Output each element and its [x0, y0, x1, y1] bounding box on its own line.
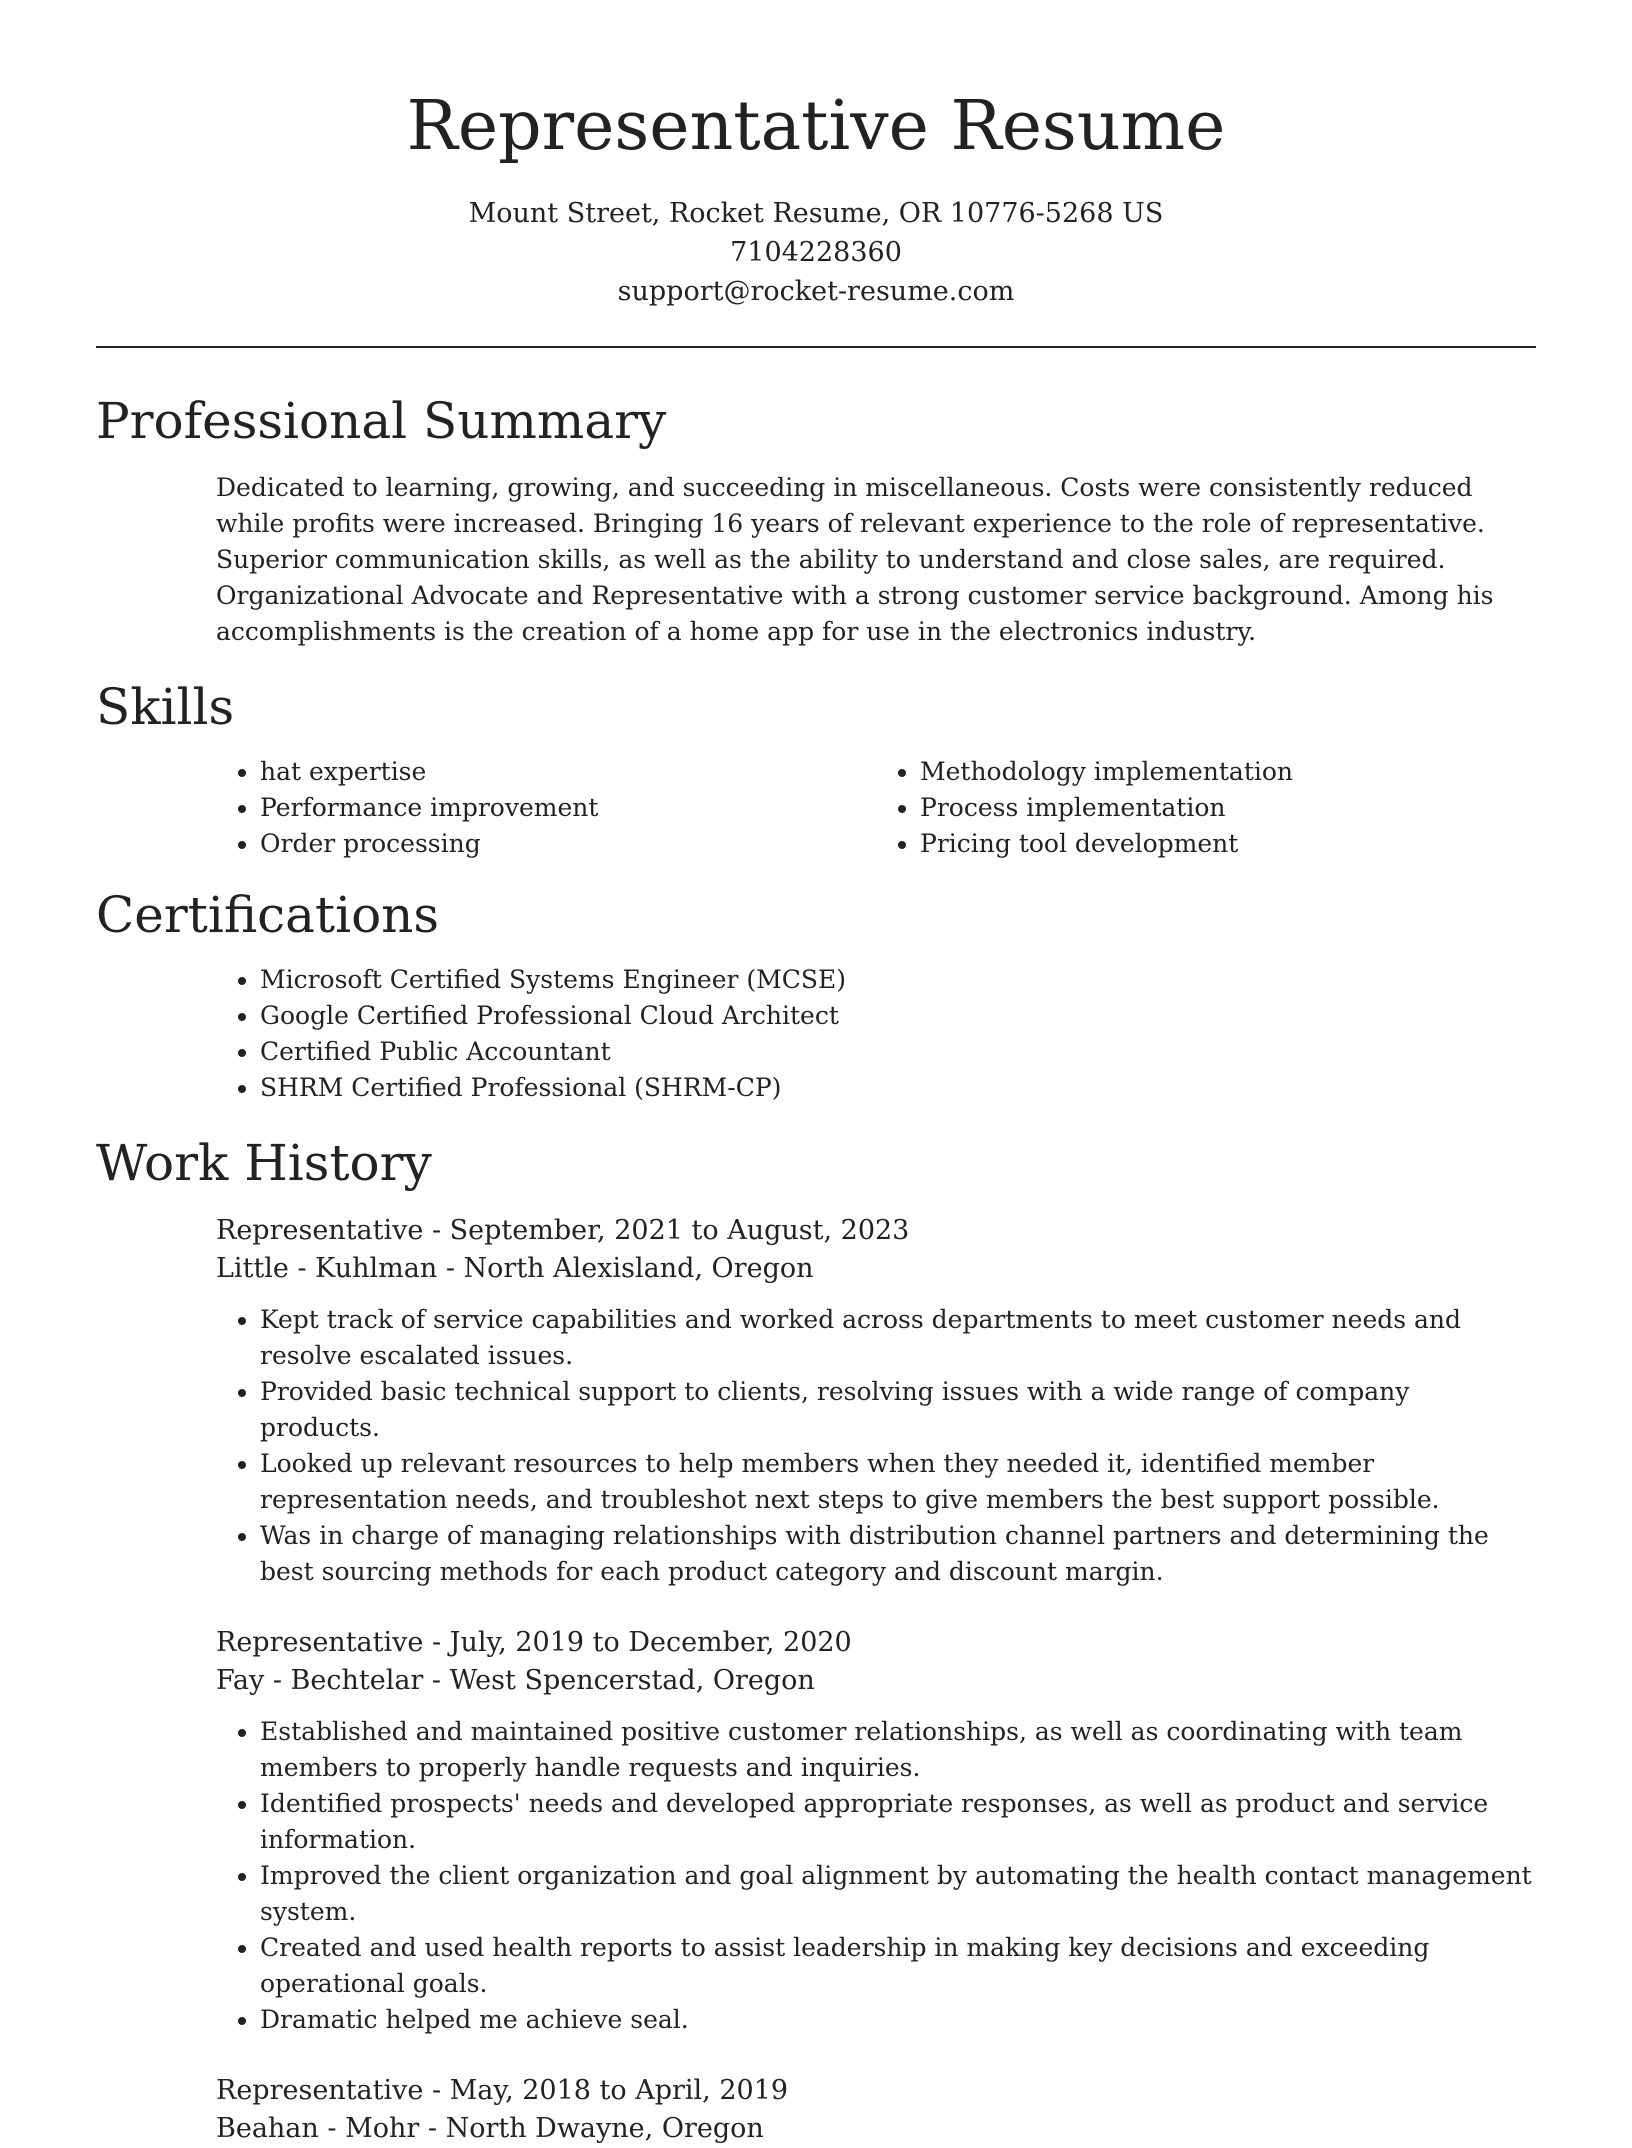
job-bullet: • Looked up relevant resources to help members when they needed it, identified member representation needs, and troubleshot next steps to give members the best support possible. — [260, 1446, 1536, 1518]
job-entry — [216, 1212, 1536, 1590]
job-dates: - May, 2018 to April, 2019 — [423, 2075, 789, 2106]
skill-item: • Pricing tool development — [920, 826, 1536, 862]
contact-email: support@rocket-resume.com — [617, 276, 1015, 307]
skill-item: • Order processing — [260, 826, 876, 862]
job-company-line — [216, 1662, 1536, 1700]
job-bullet: • Identified prospects' needs and developed appropriate responses, as well as product and service information. — [260, 1786, 1536, 1858]
job-bullet: • Provided basic technical support to clients, resolving issues with a wide range of company products. — [260, 1374, 1536, 1446]
header-divider — [96, 346, 1536, 348]
job-bullet: • Kept track of service capabilities and worked across departments to meet customer needs and resolve escalated issues. — [260, 1302, 1536, 1374]
job-company: Little - Kuhlman — [216, 1253, 438, 1284]
job-bullet: • Established and maintained positive customer relationships, as well as coordinating with team members to properly handle requests and inquiries. — [260, 1714, 1536, 1786]
job-title: Representative — [216, 1627, 424, 1658]
skills-list — [216, 754, 1536, 862]
resume-header — [96, 0, 1536, 311]
skill-item: • Process implementation — [920, 790, 1536, 826]
job-entry — [216, 1624, 1536, 2038]
section-heading-certifications: Certifications — [96, 886, 440, 944]
skills-column-right — [876, 754, 1536, 862]
job-bullet: • Dramatic helped me achieve seal. — [260, 2002, 1536, 2038]
certification-item: • Google Certified Professional Cloud Architect — [260, 998, 1536, 1034]
certification-item: • Certified Public Accountant — [260, 1034, 1536, 1070]
job-bullet: • Was in charge of managing relationships with distribution channel partners and determining the best sourcing methods for each product category and discount margin. — [260, 1518, 1536, 1590]
job-company-line — [216, 2110, 1536, 2148]
job-location: - North Alexisland, Oregon — [437, 1253, 814, 1284]
job-company: Fay - Bechtelar — [216, 1665, 424, 1696]
skill-item: • Performance improvement — [260, 790, 876, 826]
skills-column-left — [216, 754, 876, 862]
summary-text: Dedicated to learning, growing, and succeeding in miscellaneous. Costs were consistently reduced while profits were increased. Bringing 16 years of relevant experience to the role of representative. Superior communication skills, as well as the ability to understand and close sales, are required. Organizational Advocate and Representative with a strong customer service background. Among his accomplishments is the creation of a home app for use in the electronics industry. — [216, 473, 1494, 646]
certification-item: • SHRM Certified Professional (SHRM-CP) — [260, 1070, 1536, 1106]
job-entry — [216, 2072, 1536, 2148]
job-company-line — [216, 1250, 1536, 1288]
job-location: - West Spencerstad, Oregon — [423, 1665, 815, 1696]
job-title: Representative — [216, 1215, 424, 1246]
resume-title: Representative Resume — [406, 87, 1226, 166]
job-title-line — [216, 1212, 1536, 1250]
job-bullet: • Created and used health reports to assist leadership in making key decisions and exceeding operational goals. — [260, 1930, 1536, 2002]
job-location: - North Dwayne, Oregon — [419, 2113, 764, 2144]
job-bullets — [216, 1302, 1536, 1590]
job-bullet: • Improved the client organization and goal alignment by automating the health contact management system. — [260, 1858, 1536, 1930]
contact-address: Mount Street, Rocket Resume, OR 10776-5268 US — [468, 198, 1164, 229]
contact-block — [96, 194, 1536, 311]
certifications-list — [216, 962, 1536, 1106]
section-heading-summary: Professional Summary — [96, 392, 667, 450]
job-company: Beahan - Mohr — [216, 2113, 420, 2144]
section-heading-skills: Skills — [96, 678, 235, 736]
job-dates: - September, 2021 to August, 2023 — [423, 1215, 910, 1246]
job-title: Representative — [216, 2075, 424, 2106]
job-title-line — [216, 1624, 1536, 1662]
certification-item: • Microsoft Certified Systems Engineer (MCSE) — [260, 962, 1536, 998]
contact-phone: 7104228360 — [730, 237, 902, 268]
skill-item: • hat expertise — [260, 754, 876, 790]
job-dates: - July, 2019 to December, 2020 — [423, 1627, 852, 1658]
certifications-ul — [216, 962, 1536, 1106]
skill-item: • Methodology implementation — [920, 754, 1536, 790]
job-bullets — [216, 1714, 1536, 2038]
section-heading-work-history: Work History — [96, 1134, 432, 1192]
job-title-line — [216, 2072, 1536, 2110]
